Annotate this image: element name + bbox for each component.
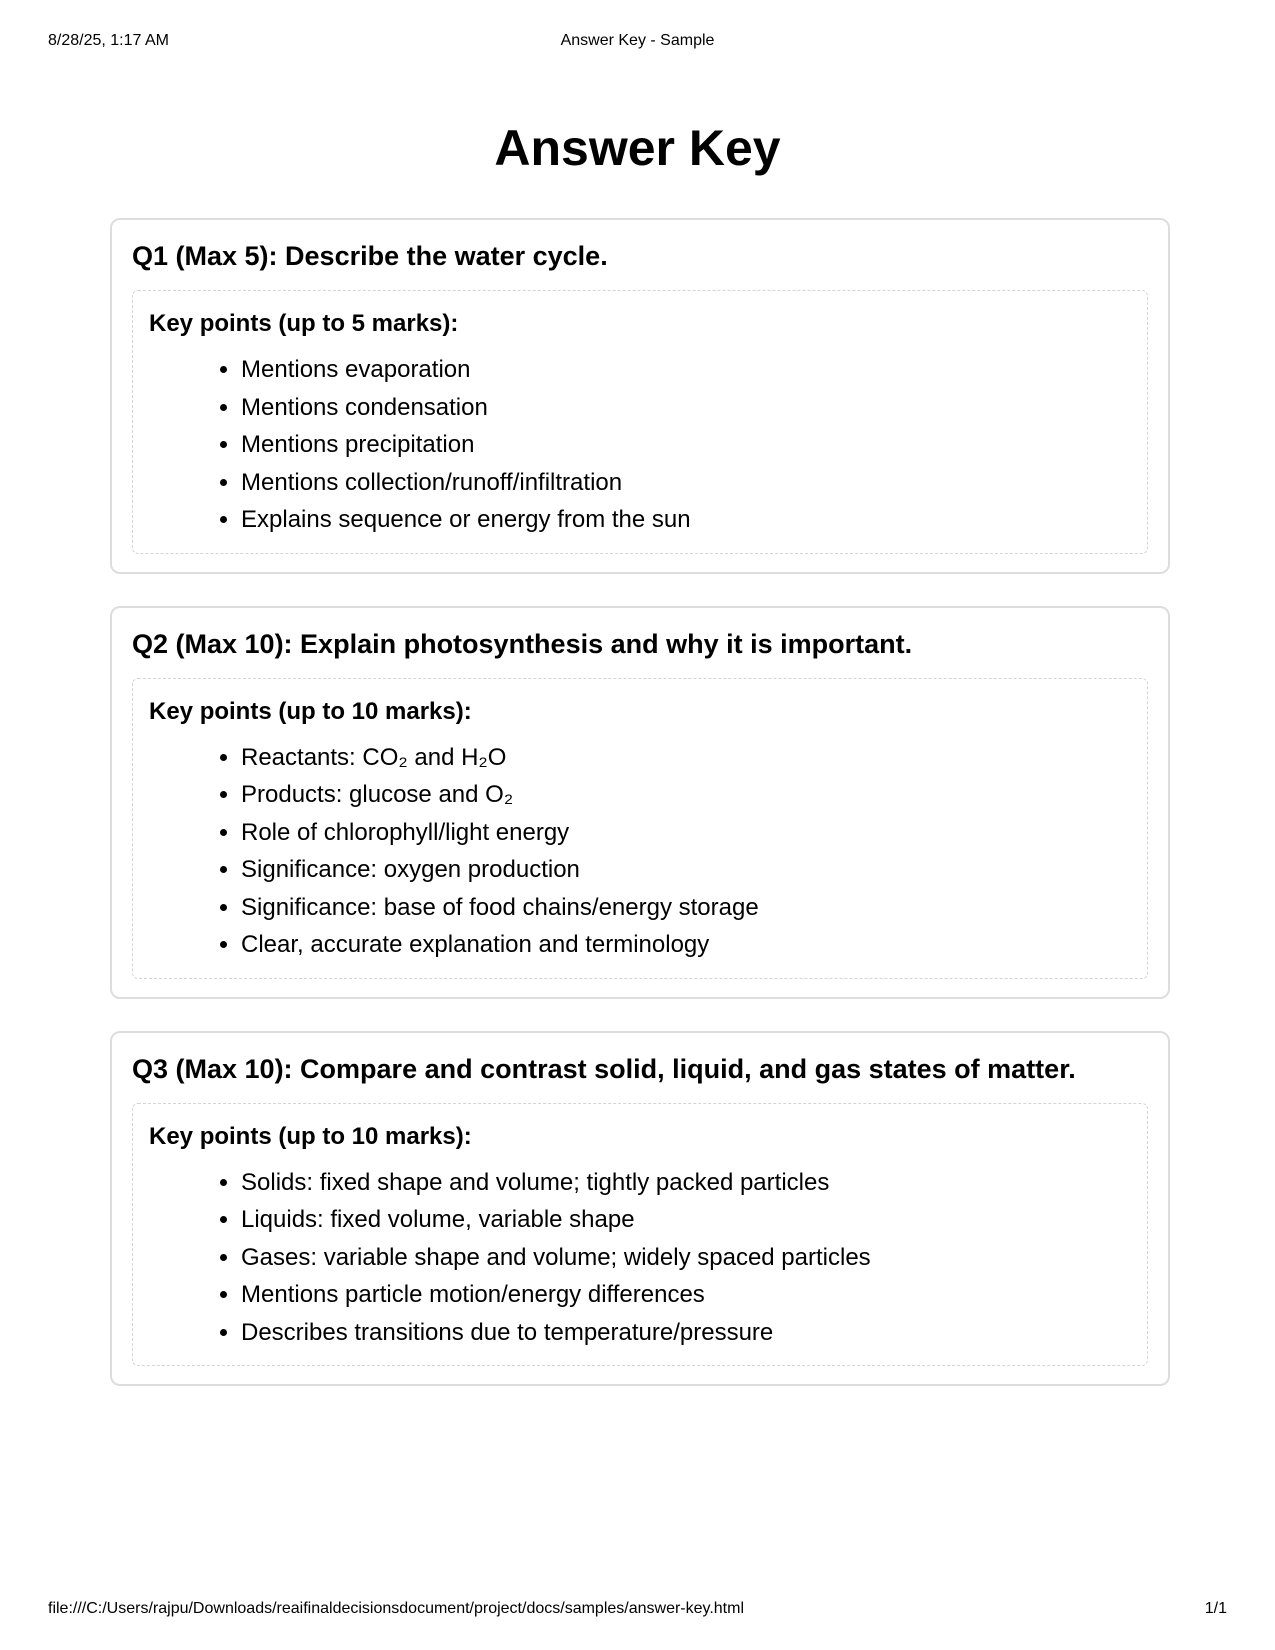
key-points-box <box>132 1103 1148 1367</box>
key-point: • Reactants: CO₂ and H₂O <box>241 739 1131 777</box>
key-point: • Solids: fixed shape and volume; tightly packed particles <box>241 1164 1131 1202</box>
key-point: • Mentions collection/runoff/infiltration <box>241 464 1131 502</box>
page-title: Answer Key <box>494 120 781 176</box>
question-card-q2 <box>110 606 1170 999</box>
print-date: 8/28/25, 1:17 AM <box>48 32 169 49</box>
key-point: • Mentions condensation <box>241 389 1131 427</box>
page-count: 1/1 <box>1204 1600 1227 1617</box>
key-points-label: Key points (up to 10 marks): <box>149 1122 472 1150</box>
key-points-list <box>149 739 1131 964</box>
print-footer <box>0 1600 1275 1620</box>
key-point: • Significance: oxygen production <box>241 851 1131 889</box>
key-points-label: Key points (up to 5 marks): <box>149 310 459 337</box>
question-heading: Q1 (Max 5): Describe the water cycle. <box>132 241 608 271</box>
print-header <box>0 32 1275 52</box>
question-card-q1 <box>110 218 1170 574</box>
print-document-title: Answer Key - Sample <box>560 32 715 49</box>
key-point: • Role of chlorophyll/light energy <box>241 814 1131 852</box>
key-point: • Clear, accurate explanation and terminology <box>241 926 1131 964</box>
key-point: • Mentions evaporation <box>241 351 1131 389</box>
key-point: • Significance: base of food chains/energy storage <box>241 889 1131 927</box>
key-points-list <box>149 1164 1131 1352</box>
key-point: • Mentions particle motion/energy differences <box>241 1276 1131 1314</box>
key-point: • Explains sequence or energy from the sun <box>241 501 1131 539</box>
key-points-label: Key points (up to 10 marks): <box>149 697 472 725</box>
key-point: • Gases: variable shape and volume; widely spaced particles <box>241 1239 1131 1277</box>
question-heading: Q2 (Max 10): Explain photosynthesis and why it is important. <box>132 628 913 659</box>
key-point: • Products: glucose and O₂ <box>241 776 1131 814</box>
key-points-list <box>149 351 1131 539</box>
question-card-q3 <box>110 1031 1170 1387</box>
key-points-box <box>132 290 1148 554</box>
question-list <box>110 218 1170 1418</box>
key-point: • Mentions precipitation <box>241 426 1131 464</box>
key-point: • Liquids: fixed volume, variable shape <box>241 1201 1131 1239</box>
key-point: • Describes transitions due to temperature/pressure <box>241 1314 1131 1352</box>
key-points-box <box>132 678 1148 979</box>
question-heading: Q3 (Max 10): Compare and contrast solid, liquid, and gas states of matter. <box>132 1053 1076 1084</box>
file-url: file:///C:/Users/rajpu/Downloads/reaifinaldecisionsdocument/project/docs/samples/answer-key.html <box>48 1600 744 1617</box>
